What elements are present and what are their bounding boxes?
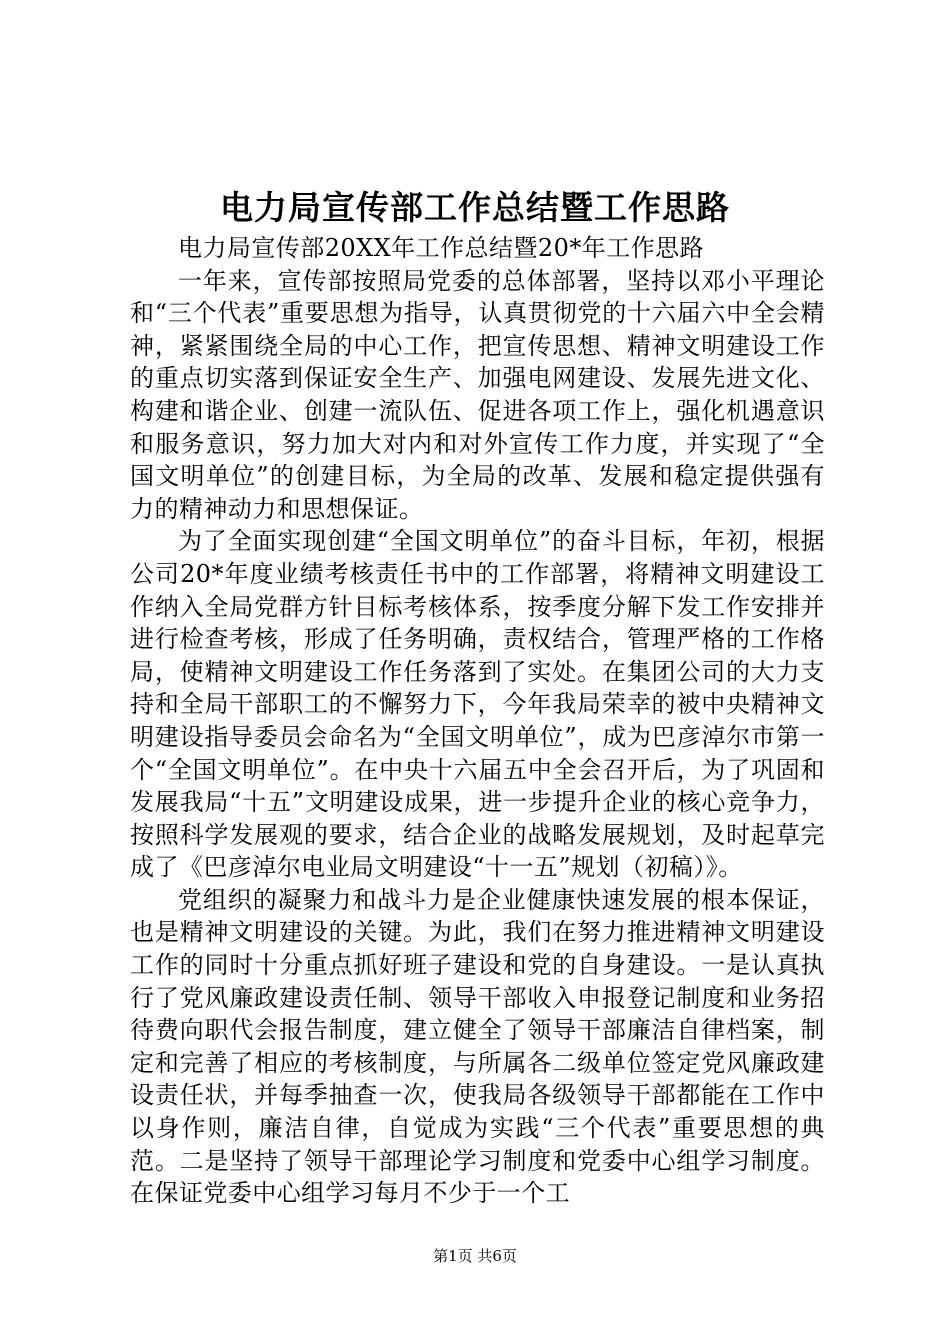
document-subtitle: 电力局宣传部20XX年工作总结暨20*年工作思路 — [178, 234, 705, 262]
document-title: 电力局宣传部工作总结暨工作思路 — [220, 188, 730, 227]
paragraph-2: 为了全面实现创建“全国文明单位”的奋斗目标，年初，根据公司20*年度业绩考核责任书中的工作部署，将精神文明建设工作纳入全局党群方针目标考核体系，按季度分解下发工作安排并进行检查考核，形成了任务明确，责权结合，管理严格的工作格局，使精神文明建设工作任务落到了实处。在集团公司的大力支持和全局干部职工的不懈努力下，今年我局荣幸的被中央精神文明建设指导委员会命名为“全国文明单位”，成为巴彦淖尔市第一个“全国文明单位”。在中央十六届五中全会召开后，为了巩固和发展我局“十五”文明建设成果，进一步提升企业的核心竞争力，按照科学发展观的要求，结合企业的战略发展规划，及时起草完成了《巴彦淖尔电业局文明建设“十一五”规划（初稿）》。 — [130, 527, 825, 882]
paragraph-1: 一年来，宣传部按照局党委的总体部署，坚持以邓小平理论和“三个代表”重要思想为指导，认真贯彻党的十六届六中全会精神，紧紧围绕全局的中心工作，把宣传思想、精神文明建设工作的重点切实落到保证安全生产、加强电网建设、发展先进文化、构建和谐企业、创建一流队伍、促进各项工作上，强化机遇意识和服务意识，努力加大对内和对外宣传工作力度，并实现了“全国文明单位”的创建目标，为全局的改革、发展和稳定提供强有力的精神动力和思想保证。 — [130, 266, 825, 523]
paragraph-3: 党组织的凝聚力和战斗力是企业健康快速发展的根本保证，也是精神文明建设的关键。为此，我们在努力推进精神文明建设工作的同时十分重点抓好班子建设和党的自身建设。一是认真执行了党风廉政建设责任制、领导干部收入申报登记制度和业务招待费向职代会报告制度，建立健全了领导干部廉洁自律档案，制定和完善了相应的考核制度，与所属各二级单位签定党风廉政建设责任状，并每季抽查一次，使我局各级领导干部都能在工作中以身作则，廉洁自律，自觉成为实践“三个代表”重要思想的典范。二是坚持了领导干部理论学习制度和党委中心组学习制度。在保证党委中心组学习每月不少于一个工 — [130, 885, 825, 1208]
document-body — [130, 232, 825, 1210]
page-number-footer: 第1页 共6页 — [433, 1247, 517, 1265]
